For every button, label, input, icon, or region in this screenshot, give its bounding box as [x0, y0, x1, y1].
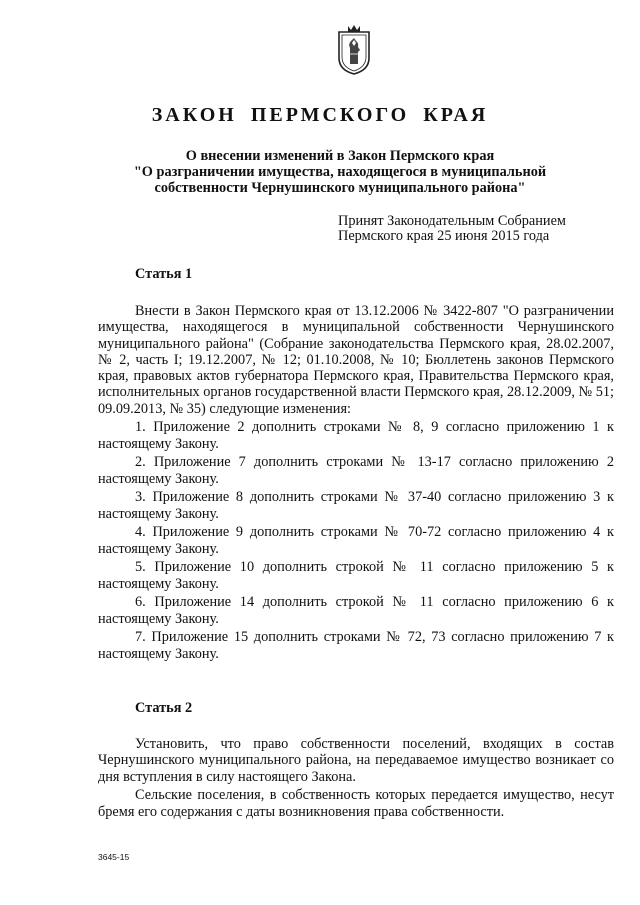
law-title: ЗАКОН ПЕРМСКОГО КРАЯ: [151, 104, 489, 126]
article-1-item: 3. Приложение 8 дополнить строками № 37-40 согласно приложению 3 к настоящему Закону.: [98, 489, 614, 522]
article-1-item: 1. Приложение 2 дополнить строками № 8, 9 согласно приложению 1 к настоящему Закону.: [98, 419, 614, 452]
article-1-item: 2. Приложение 7 дополнить строками № 13-17 согласно приложению 2 настоящему Закону.: [98, 454, 614, 487]
article-1-heading: Статья 1: [135, 266, 193, 282]
article-1-item: 4. Приложение 9 дополнить строками № 70-72 согласно приложению 4 к настоящему Закону.: [98, 524, 614, 557]
article-2-paragraph: Сельские поселения, в собственность которых передается имущество, несут бремя его содержания с даты возникновения права собственности.: [98, 787, 614, 820]
subtitle-line: "О разграничении имущества, находящегося в муниципальной: [133, 164, 547, 180]
subtitle-line: собственности Чернушинского муниципального района": [154, 180, 526, 196]
article-1-intro: Внести в Закон Пермского края от 13.12.2006 № 3422-807 "О разграничении имущества, находящегося в муниципальной собственности Чернушинского муниципального района" (Собрание законодательства Пермского края, 28.02.2007, № 2, часть I; 19.12.2007, № 12; 01.10.2008, № 10; Бюллетень законов Пермского края, правовых актов губернатора Пермского края, Правительства Пермского края, исполнительных органов государственной власти Пермского края, 28.12.2009, № 51; 09.09.2013, № 35) следующие изменения:: [98, 303, 614, 417]
adoption-line: Пермского края 25 июня 2015 года: [338, 228, 550, 244]
adoption-line: Принят Законодательным Собранием: [338, 213, 566, 229]
article-2-body: [98, 736, 614, 822]
subtitle-line: О внесении изменений в Закон Пермского края: [185, 148, 495, 164]
document-code: 3645-15: [98, 852, 130, 862]
coat-of-arms-icon: [336, 24, 372, 76]
law-subtitle: [100, 148, 580, 196]
article-1-item: 6. Приложение 14 дополнить строкой № 11 согласно приложению 6 к настоящему Закону.: [98, 594, 614, 627]
adoption-note: [338, 214, 566, 244]
article-2-paragraph: Установить, что право собственности поселений, входящих в состав Чернушинского муниципального района, на передаваемое имущество возникает со дня вступления в силу настоящего Закона.: [98, 736, 614, 785]
article-1-body: [98, 303, 614, 664]
article-1-item: 7. Приложение 15 дополнить строками № 72, 73 согласно приложению 7 к настоящему Закону.: [98, 629, 614, 662]
article-2-heading: Статья 2: [135, 700, 193, 716]
article-1-item: 5. Приложение 10 дополнить строкой № 11 согласно приложению 5 к настоящему Закону.: [98, 559, 614, 592]
